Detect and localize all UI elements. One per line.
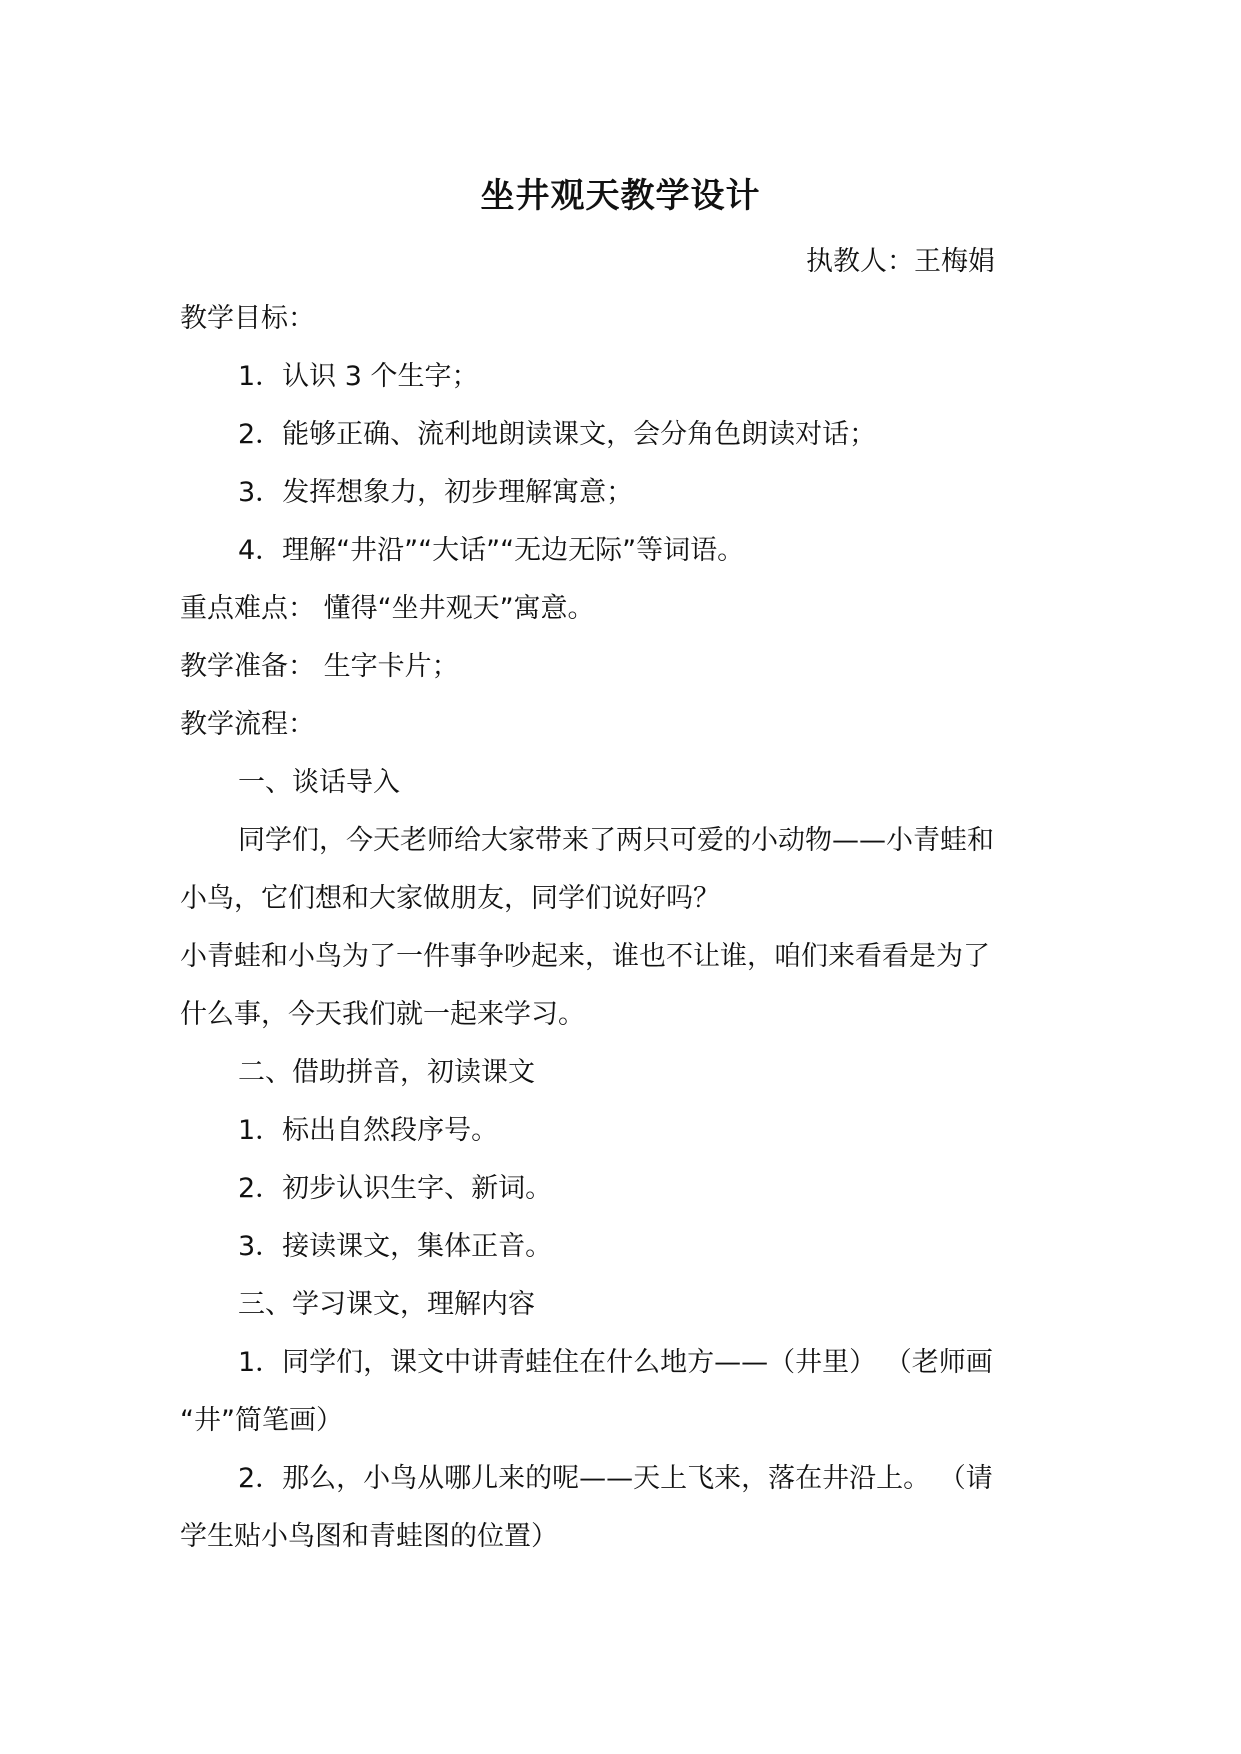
objective-item: 3．发挥想象力，初步理解寓意； [238,477,634,508]
paragraph-line: 同学们，今天老师给大家带来了两只可爱的小动物——小青蛙和 [238,825,994,856]
paragraph-line: 什么事，今天我们就一起来学习。 [180,999,585,1030]
paragraph-line: 小青蛙和小鸟为了一件事争吵起来，谁也不让谁，咱们来看看是为了 [180,941,990,972]
objectives-heading: 教学目标： [180,303,315,334]
paragraph-line: 2．那么，小鸟从哪儿来的呢——天上飞来，落在井沿上。 （请 [238,1463,993,1494]
objective-item: 1．认识 3 个生字； [238,361,479,392]
key-points: 重点难点： 懂得“坐井观天”寓意。 [180,593,595,624]
list-item: 2．初步认识生字、新词。 [238,1173,553,1204]
paragraph-line: 1．同学们，课文中讲青蛙住在什么地方——（井里） （老师画 [238,1347,993,1378]
author-line: 执教人：王梅娟 [806,246,995,277]
section-heading: 三、学习课文，理解内容 [238,1289,535,1320]
section-heading: 一、谈话导入 [238,767,400,798]
paragraph-line: 小鸟，它们想和大家做朋友，同学们说好吗？ [180,883,720,914]
list-item: 1．标出自然段序号。 [238,1115,499,1146]
paragraph-line: 学生贴小鸟图和青蛙图的位置） [180,1521,558,1552]
section-heading: 二、借助拼音，初读课文 [238,1057,535,1088]
process-heading: 教学流程： [180,709,315,740]
objective-item: 4．理解“井沿”“大话”“无边无际”等词语。 [238,535,745,566]
teaching-preparation: 教学准备： 生字卡片； [180,651,459,682]
objective-item: 2．能够正确、流利地朗读课文，会分角色朗读对话； [238,419,877,450]
list-item: 3．接读课文，集体正音。 [238,1231,553,1262]
document-title: 坐井观天教学设计 [480,176,761,216]
paragraph-line: “井”简笔画） [180,1405,343,1436]
